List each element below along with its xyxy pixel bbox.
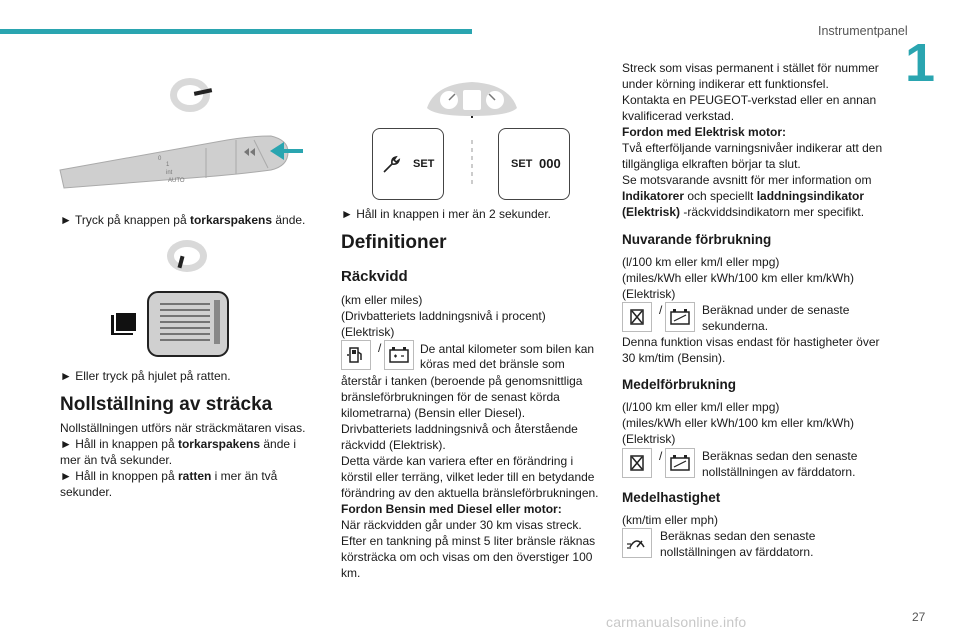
step-text-pre: Tryck på knappen på [75,213,190,227]
average-consumption-heading: Medelförbrukning [622,377,736,392]
battery-icon [665,302,695,332]
lever-mark-1: 1 [166,162,170,168]
bullet-pre: Håll in knoppen på [75,469,178,483]
reset-bullet-wheel [60,468,305,500]
range-heading: Räckvidd [341,268,408,285]
step-press-stalk [60,212,320,228]
set-label: SET [511,158,533,170]
current-consumption-heading: Nuvarande förbrukning [622,232,772,247]
speed-desc-line2: nollställningen av färddatorn. [660,545,814,559]
indicators-link-text: Indikatorer [622,189,685,203]
step-marker: ► [341,207,353,221]
range-units: (km eller miles) [341,293,423,307]
fuel-pump-icon [341,340,371,370]
current-desc-line1: Beräknad under de senaste [702,303,850,317]
battery-icon [384,340,414,370]
contact-workshop-text: Kontakta en PEUGEOT-verkstad eller en annan kvalificerad verkstad. [622,93,877,123]
see-section-post: -räckviddsindikatorn mer specifikt. [680,205,865,219]
page-number: 27 [912,610,926,624]
current-units-fuel: (l/100 km eller km/l eller mpg) [622,255,780,269]
step-press-wheel [60,368,320,384]
bullet-marker: ► [60,437,72,451]
electric-vehicles-label: Fordon med Elektrisk motor: [622,125,787,139]
reset-intro: Nollställningen utförs när sträckmätaren visas. [60,421,306,435]
bullet-post: i mer än två sekunder. [60,469,278,499]
bullet-marker: ► [60,469,72,483]
range-fuel-vehicles-label: Fordon Bensin med Diesel eller motor: [341,502,562,516]
icon-separator: / [659,303,663,317]
current-units-elektrisk: (Elektrisk) [622,287,676,301]
malfunction-text: Streck som visas permanent i stället för nummer under körning indikerar ett funktionsfel. [622,61,879,91]
see-section-pre: Se motsvarande avsnitt för mer information om [622,173,872,187]
section-title: Instrumentpanel [818,24,908,38]
reset-heading: Nollställning av sträcka [60,394,273,415]
average-speed-icon [622,528,652,558]
header-accent-bar [0,29,472,34]
range-units-electric: (Elektrisk) [341,325,395,339]
step-marker: ► [60,369,72,383]
speed-desc-line1: Beräknas sedan den senaste [660,529,816,543]
bullet-bold: ratten [177,469,212,483]
step-text: Håll in knappen i mer än 2 sekunder. [356,207,552,221]
set-label: SET [413,158,435,170]
bullet-pre: Håll in knappen på [75,437,178,451]
battery-icon [665,448,695,478]
reset-bullet-stalk [60,436,310,468]
average-speed-heading: Medelhastighet [622,490,721,505]
lever-mark-int: int [166,170,173,176]
range-units-battery: (Drivbatteriets laddningsnivå i procent) [341,309,546,323]
thumbwheel-illustration [110,290,230,358]
warning-levels-text: Två efterföljande varningsnivåer indikerar att den tillgängliga elkraften börjar ta slut. [622,141,883,171]
range-dashes-text: När räckvidden går under 30 km visas streck. [341,518,582,532]
range-refuel-text: Efter en tankning på minst 5 liter bränsle räknas körsträcka om och visas om den överstiger 100 km. [341,534,596,580]
steering-wheel-icon [168,75,216,115]
bullet-post: ände i mer än två sekunder. [60,437,297,467]
average-units-elektrisk: (Elektrisk) [622,432,676,446]
average-desc-line2: nollställningen av färddatorn. [702,465,856,479]
see-section-mid: och speciellt [684,189,757,203]
icon-separator: / [378,341,382,355]
see-section-text [622,172,888,220]
bullet-bold: torkarspakens [177,437,261,451]
average-units-electric: (miles/kWh eller kWh/100 km eller km/kWh) [622,416,855,430]
speed-units: (km/tim eller mph) [622,513,719,527]
display-set-panel [372,128,444,200]
fuel-consumption-icon [622,448,652,478]
step-hold-button [341,206,606,222]
range-battery-text: Drivbatteriets laddningsnivå och återstående räckvidd (Elektrisk). [341,422,578,452]
display-set-value-panel [498,128,570,200]
average-units-fuel: (l/100 km eller km/l eller mpg) [622,400,780,414]
wrench-icon [381,155,401,175]
lever-mark-0: 0 [158,156,162,162]
fuel-consumption-icon [622,302,652,332]
step-text: Eller tryck på hjulet på ratten. [75,369,231,383]
lever-mark-auto: AUTO [168,178,185,184]
average-desc-line1: Beräknas sedan den senaste [702,449,858,463]
range-desc-line1: De antal kilometer som bilen kan [420,342,595,356]
step-marker: ► [60,213,72,227]
current-units-electric: (miles/kWh eller kWh/100 km eller km/kWh) [622,271,855,285]
range-desc-cont: återstår i tanken (beroende på genomsnittliga bränsleförbrukningen för de senast körda kilometrarna) (Bensin eller Diesel). [341,374,583,420]
set-value: 000 [539,156,561,171]
instrument-cluster-icon [425,78,519,118]
charge-indicator-text: laddningsindikator (Elektrisk) [622,189,865,219]
range-desc-line2: köras med det bränsle som [420,357,565,371]
steering-wheel-icon [165,238,209,274]
step-text-bold: torkarspakens [189,213,273,227]
definitions-heading: Definitioner [341,232,447,253]
range-variation-text: Detta värde kan variera efter en förändring i körstil eller terräng, vilket leder till en betydande förändring av den aktuella bränsleförbrukningen. [341,454,599,500]
watermark: carmanualsonline.info [606,614,747,630]
chapter-number: 1 [905,33,936,93]
arrow-icon [268,140,304,162]
icon-separator: / [659,449,663,463]
separator-dashed-line [470,140,474,188]
step-text-post: ände. [272,213,306,227]
current-note: Denna funktion visas endast för hastigheter över 30 km/tim (Bensin). [622,335,880,365]
current-desc-line2: sekunderna. [702,319,769,333]
